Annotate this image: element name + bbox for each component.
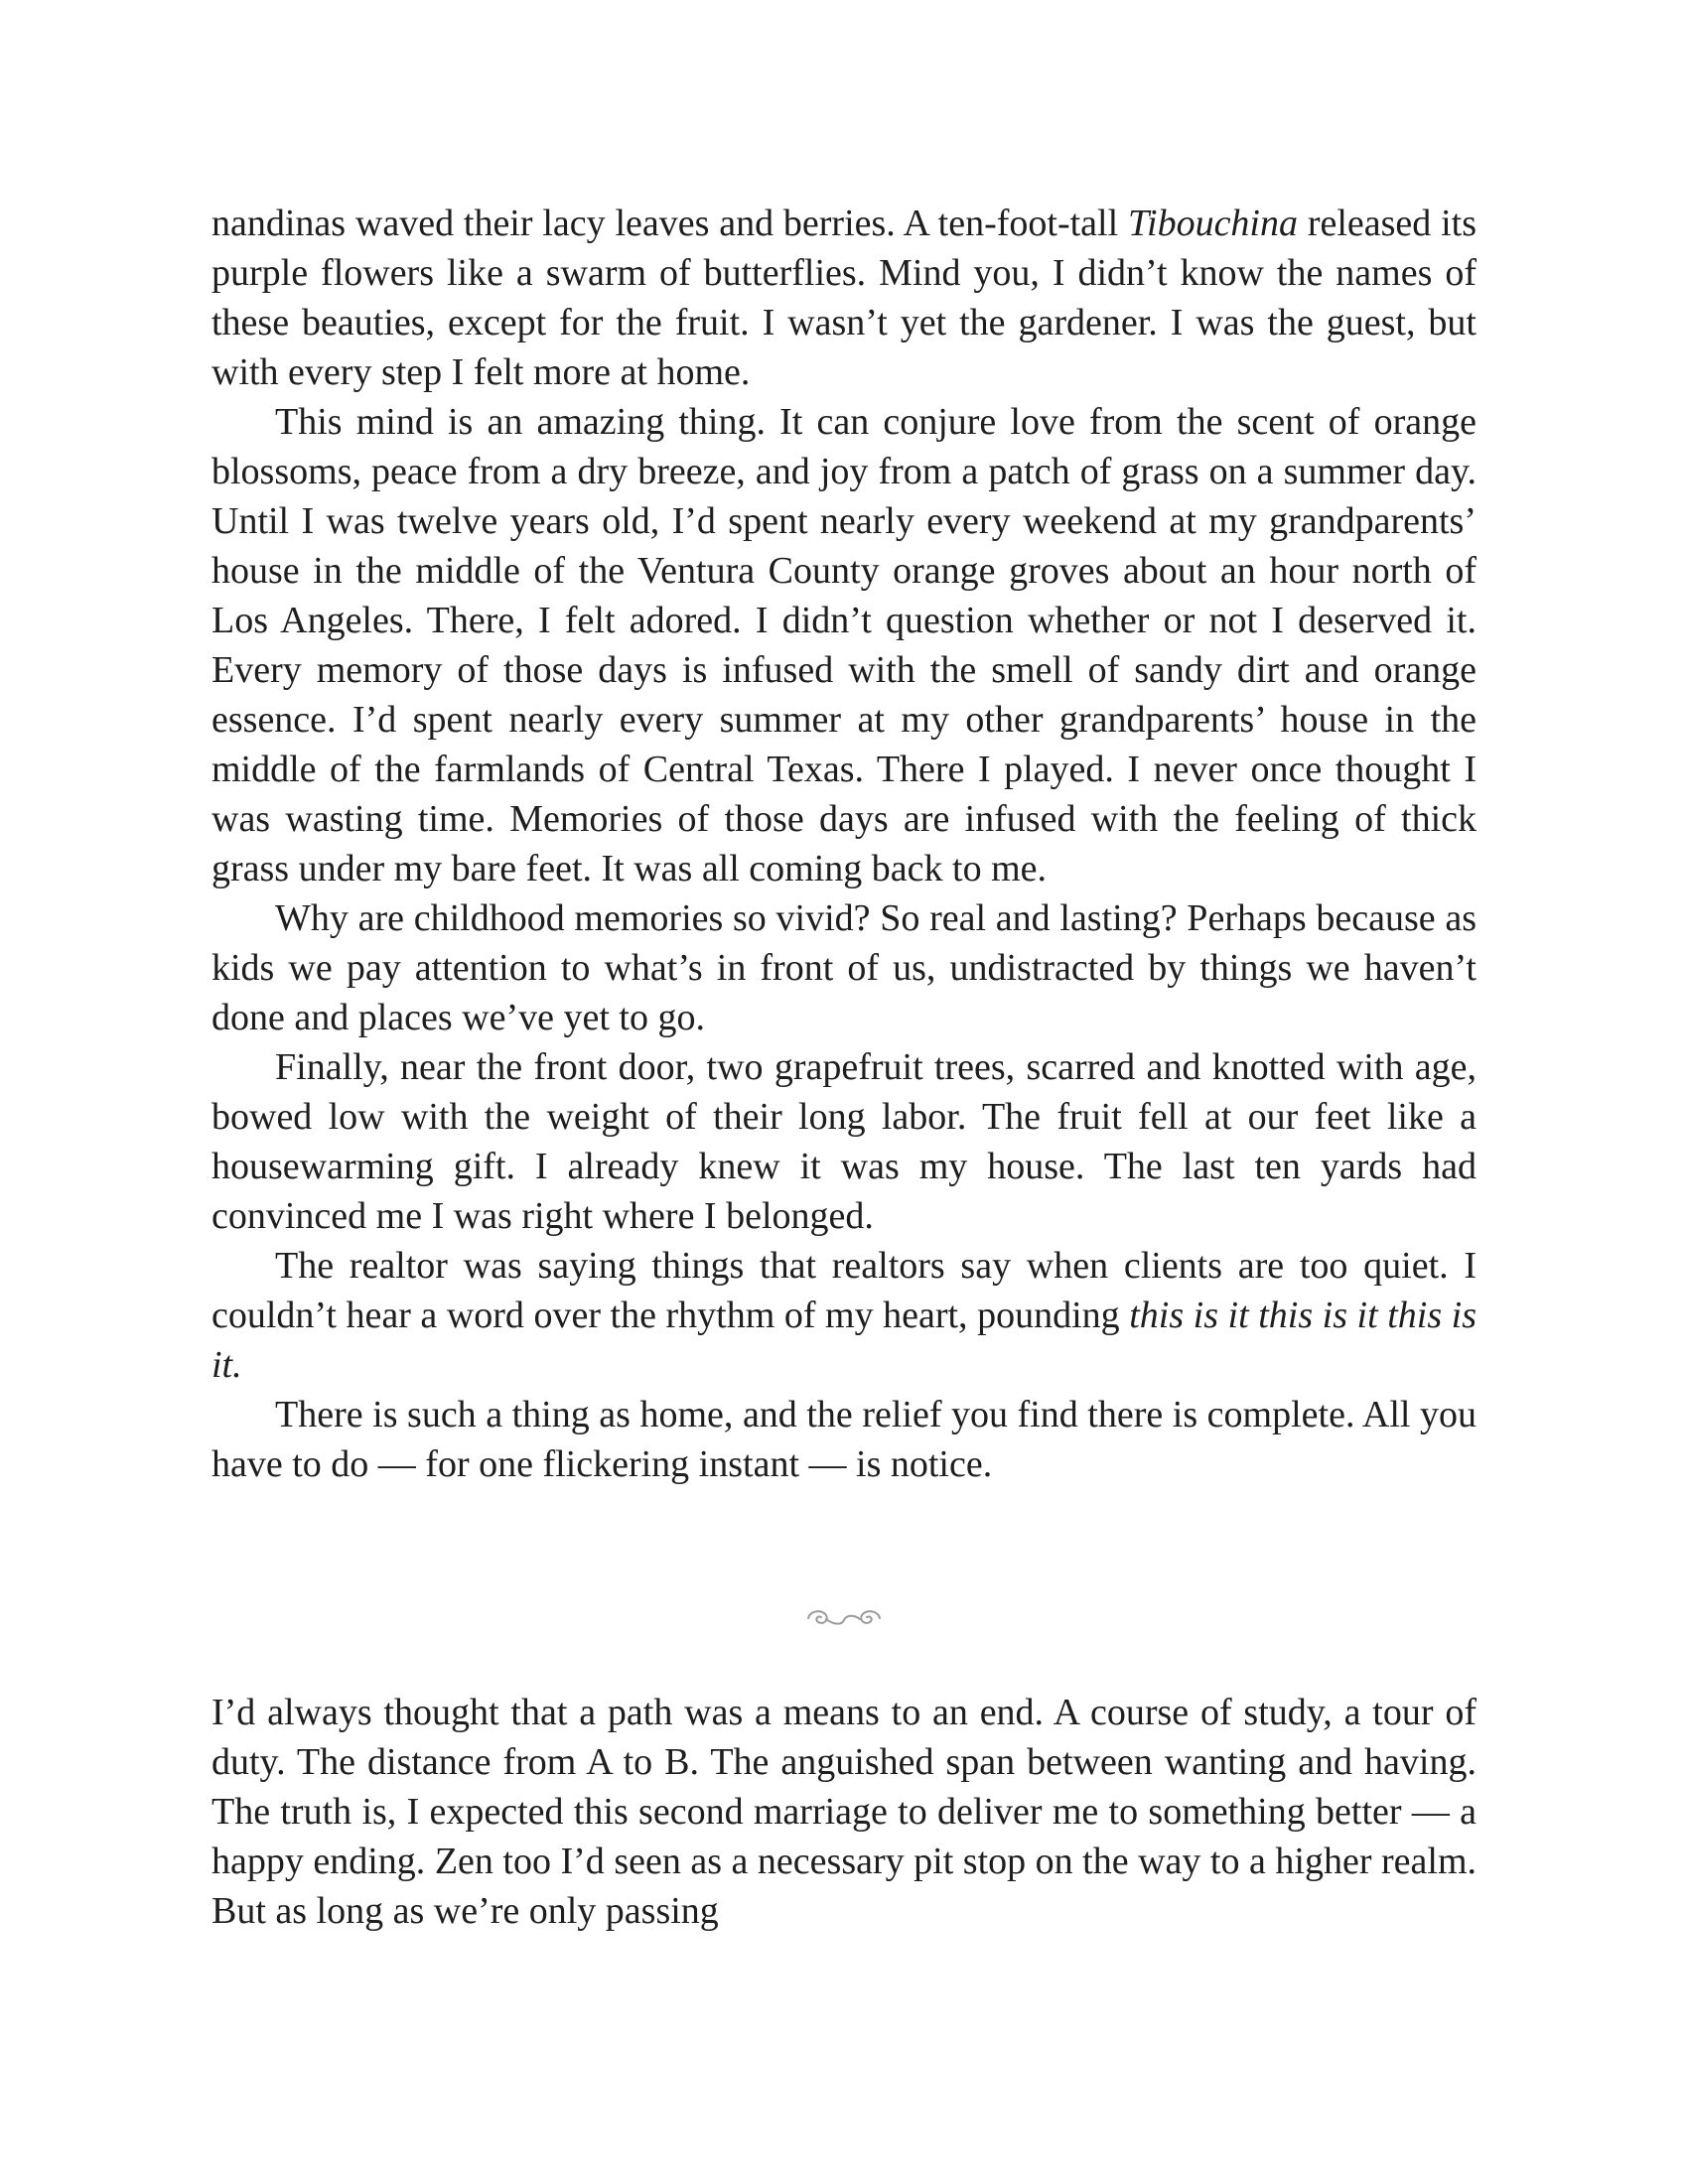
paragraph-1 [211,199,1477,397]
paragraph-7: I’d always thought that a path was a means to an end. A course of study, a tour of duty. The distance from A to B. The anguished span between wanting and having. The truth is, I expected this second marriage to deliver me to something better — a happy ending. Zen too I’d seen as a necessary pit stop on the way to a higher realm. But as long as we’re only passing [211,1692,1477,1932]
paragraph-5-text: The realtor was saying things that realtors say when clients are too quiet. I couldn’t hear a word over the rhythm of my heart, pounding [211,1245,1477,1336]
paragraph-1-text-a: nandinas waved their lacy leaves and berries. A ten-foot-tall [211,203,1128,244]
paragraph-1-italic: Tibouchina [1127,203,1298,244]
paragraph-4: Finally, near the front door, two grapefruit trees, scarred and knotted with age, bowed low with the weight of their long labor. The fruit fell at our feet like a housewarming gift. I already knew it was my house. The last ten yards had convinced me I was right where I belonged. [211,1046,1477,1237]
scroll-flourish-icon [804,1606,884,1632]
section-two [211,1688,1477,1936]
paragraph-3: Why are childhood memories so vivid? So real and lasting? Perhaps because as kids we pay attention to what’s in front of us, undistracted by things we haven’t done and places we’ve yet to go. [211,897,1477,1038]
section-one [211,199,1477,1489]
paragraph-5 [211,1241,1477,1390]
paragraph-1-text-b: released its purple flowers like a swarm of butterflies. Mind you, I didn’t know the names of these beauties, except for the fruit. I wasn’t yet the gardener. I was the guest, but with every step I felt more at home. [211,203,1477,393]
paragraph-5-italic: this is it this is it this is it. [211,1295,1477,1386]
paragraph-6: There is such a thing as home, and the relief you find there is complete. All you have to do — for one flickering instant — is notice. [211,1394,1477,1485]
paragraph-2: This mind is an amazing thing. It can conjure love from the scent of orange blossoms, peace from a dry breeze, and joy from a patch of grass on a summer day. Until I was twelve years old, I’d spent nearly every weekend at my grandparents’ house in the middle of the Ventura County orange groves about an hour north of Los Angeles. There, I felt adored. I didn’t question whether or not I deserved it. Every memory of those days is infused with the smell of sandy dirt and orange essence. I’d spent nearly every summer at my other grandparents’ house in the middle of the farmlands of Central Texas. There I played. I never once thought I was wasting time. Memories of those days are infused with the feeling of thick grass under my bare feet. It was all coming back to me. [211,401,1477,889]
